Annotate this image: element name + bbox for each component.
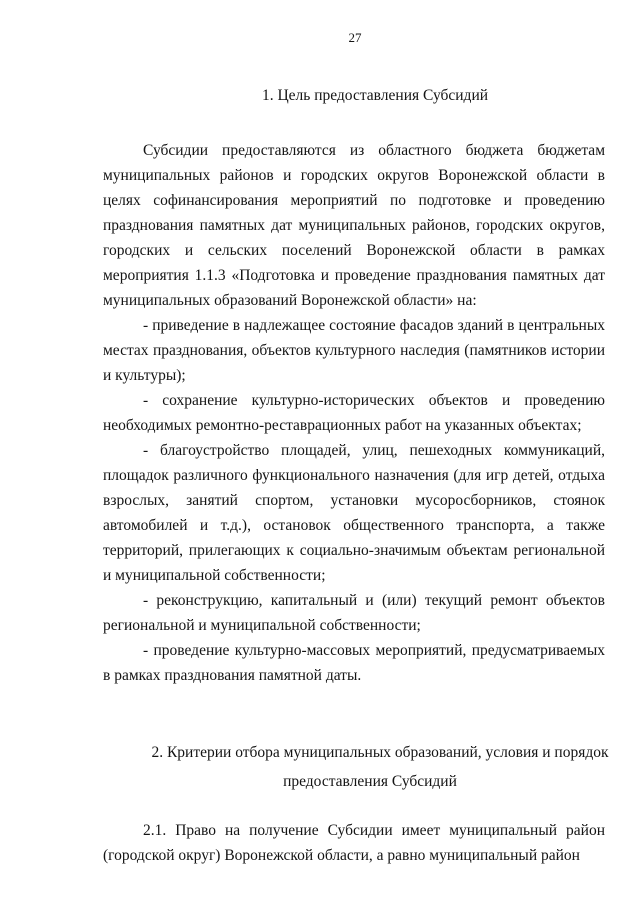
list-item-heritage: - сохранение культурно-исторических объектов и проведению необходимых ремонтно-реставрационных работ на указанных объектах; (103, 392, 605, 434)
list-item-landscaping: - благоустройство площадей, улиц, пешеходных коммуникаций, площадок различного функционального назначения (для игр детей, отдыха взрослых, занятий спортом, установки мусоросборников, стоянок автомобилей и т.д.), остановок общественного транспорта, а также территорий, прилегающих к социально-значимым объектам региональной и муниципальной собственности; (103, 442, 605, 584)
list-item-facades: - приведение в надлежащее состояние фасадов зданий в центральных местах празднования, объектов культурного наследия (памятников истории и культуры); (103, 317, 605, 384)
paragraph-2-1: 2.1. Право на получение Субсидии имеет муниципальный район (городской округ) Воронежской области, а равно муниципальный район (103, 822, 605, 864)
list-item-repair: - реконструкцию, капитальный и (или) текущий ремонт объектов региональной и муниципальной собственности; (103, 592, 605, 634)
section-2-heading-line-2: предоставления Субсидий (283, 773, 457, 790)
paragraph-intro: Субсидии предоставляются из областного бюджета бюджетам муниципальных районов и городских округов Воронежской области в целях софинансирования мероприятий по подготовке и проведению празднования памятных дат муниципальных районов, городских округов, городских и сельских поселений Воронежской области в рамках мероприятия 1.1.3 «Подготовка и проведение празднования памятных дат муниципальных образований Воронежской области» на: (103, 142, 605, 309)
section-2-heading-line-1: 2. Критерии отбора муниципальных образований, условия и порядок (151, 744, 609, 761)
section-2-body (103, 818, 605, 868)
section-1-body (103, 138, 605, 688)
list-item-events: - проведение культурно-массовых мероприятий, предусматриваемых в рамках празднования памятной даты. (103, 642, 605, 684)
section-1-heading: 1. Цель предоставления Субсидий (261, 87, 489, 104)
page-number: 27 (348, 30, 362, 45)
